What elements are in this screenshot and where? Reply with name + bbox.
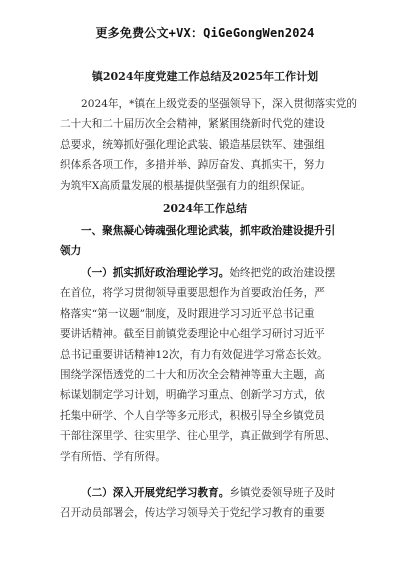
paragraph-line: 学有所悟、学有所得。 bbox=[60, 450, 166, 463]
item-one-paragraph bbox=[60, 263, 352, 467]
paragraph-line: 2024年，*镇在上级党委的坚强领导下，深入贯彻落实党的 bbox=[81, 98, 357, 110]
part-heading-line: 领力 bbox=[60, 245, 82, 258]
intro-paragraph bbox=[60, 94, 357, 196]
item-heading: （一）抓实抓好政治理论学习。 bbox=[81, 267, 230, 279]
item-first-line bbox=[60, 263, 352, 283]
promo-banner: 更多免费公文+VX：QiGeGongWen2024 bbox=[95, 26, 315, 40]
paragraph-line: 干部往深里学、往实里学、往心里学，真正做到学有所思、 bbox=[60, 430, 336, 443]
paragraph-line: 要讲话精神。截至目前镇党委理论中心组学习研讨习近平 bbox=[60, 328, 325, 341]
part-heading-line: 一、聚焦凝心铸魂强化理论武装，抓牢政治建设提升引 bbox=[81, 225, 336, 237]
paragraph-line: 为筑牢X高质量发展的根基提供坚强有力的组织保证。 bbox=[60, 179, 312, 192]
section-heading: 2024年工作总结 bbox=[162, 202, 248, 215]
item-first-line bbox=[60, 483, 352, 503]
paragraph-line: 标谋划制定学习计划，明确学习重点、创新学习方式，依 bbox=[60, 389, 325, 402]
item-heading: （二）深入开展党纪学习教育。 bbox=[81, 487, 230, 499]
paragraph-line: 在首位，将学习贯彻领导重要思想作为首要政治任务，严 bbox=[60, 287, 325, 300]
paragraph-line: 二十大和二十届历次全会精神，紧紧围绕新时代党的建设 bbox=[60, 118, 325, 131]
paragraph-line: 格落实“第一议题”制度，及时跟进学习习近平总书记重 bbox=[60, 307, 315, 320]
document-title: 镇2024年度党建工作总结及2025年工作计划 bbox=[91, 70, 319, 83]
paragraph-line: 召开动员部署会，传达学习领导关于党纪学习教育的重要 bbox=[60, 507, 325, 520]
paragraph-line: 围绕学深悟透党的二十大和历次全会精神等重大主题，高 bbox=[60, 368, 325, 381]
item-two-paragraph bbox=[60, 483, 352, 524]
item-first-line-text: 乡镇党委领导班子及时 bbox=[229, 487, 336, 499]
paragraph-line: 织体系各项工作，多措并举、踔厉奋发、真抓实干，努力 bbox=[60, 159, 325, 172]
paragraph-line: 托集中研学、个人自学等多元形式，积极引导全乡镇党员 bbox=[60, 409, 325, 422]
item-first-line-text: 始终把党的政治建设摆 bbox=[229, 267, 336, 279]
paragraph-line: 总要求，统筹抓好强化理论武装、锻造基层铁军、建强组 bbox=[60, 138, 325, 151]
paragraph-line: 总书记重要讲话精神12次，有力有效促进学习常态长效。 bbox=[60, 348, 328, 361]
part-one-heading bbox=[60, 221, 352, 262]
